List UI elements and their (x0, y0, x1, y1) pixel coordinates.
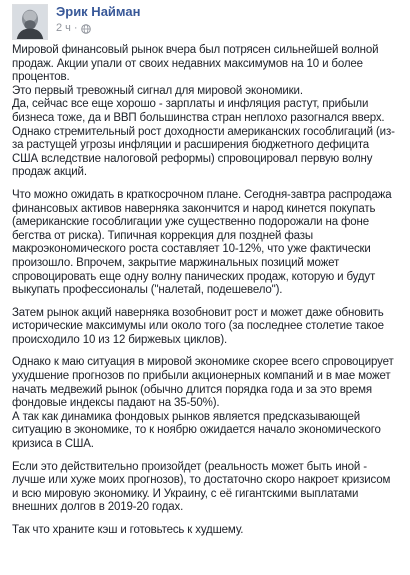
meta-separator: · (73, 22, 78, 34)
post-body (12, 44, 396, 538)
post-header (12, 0, 396, 38)
post-meta (56, 4, 140, 35)
author-photo-icon (13, 5, 47, 39)
post-paragraph: Если это действительно произойдет (реальность может быть иной - лучше или хуже моих прогнозов), то достаточно скоро накроет кризисом и всю мировую экономику. И Украину, с её гигантскими выплатами внешних долгов в 2019-20 годах. (12, 460, 391, 514)
post-paragraph: Мировой финансовый рынок вчера был потрясен сильнейшей волной продаж. Акции упали от своих недавних максимумов на 10 и более процентов. Это первый тревожный сигнал для мировой экономики. Да, сейчас все еще хорошо - зарплаты и инфляция растут, прибыли бизнеса тоже, да и ВВП большинства стран неплохо разогнался вверх. Однако стремительный рост доходности американских гособлигаций (из-за растущей угрозы инфляции и расширения бюджетного дефицита США вследствие налоговой реформы) спровоцировал первую волну продаж акций. (12, 44, 395, 179)
author-name-link[interactable]: Эрик Найман (56, 4, 141, 19)
author-avatar[interactable] (12, 4, 48, 40)
post-paragraph: Затем рынок акций наверняка возобновит рост и может даже обновить исторические максимумы или около того (за последнее столетие такое происходило 10 из 12 биржевых циклов). (12, 306, 384, 346)
post-timestamp-link[interactable]: 2 ч (56, 22, 71, 34)
post-time-row (56, 22, 140, 35)
post-paragraph: Так что храните кэш и готовьтесь к худшему. (12, 524, 244, 536)
post-paragraph: Что можно ожидать в краткосрочном плане. Сегодня-завтра распродажа финансовых активов наверняка закончится и народ кинется покупать (американские гособлигации уже существенно подорожали на фоне бегства от риска). Типичная коррекция для поздней фазы макроэкономического роста составляет 10-12%, что уже фактически произошло. Впрочем, закрытие маржинальных позиций может спровоцировать еще одну волну панических продаж, которую и будут выкупать профессионалы ("налетай, подешевело"). (12, 188, 392, 297)
globe-icon[interactable] (81, 24, 91, 34)
post-paragraph: Однако к маю ситуация в мировой экономике скорее всего спровоцирует ухудшение прогнозов по прибыли акционерных компаний и в мае может начать медвежий рынок (обычно длится порядка года и за это время фондовые индексы падают на 35-50%). А так как динамика фондовых рынков является предсказывающей ситуацию в экономике, то к ноябрю ожидается начало экономического кризиса в США. (12, 356, 394, 451)
